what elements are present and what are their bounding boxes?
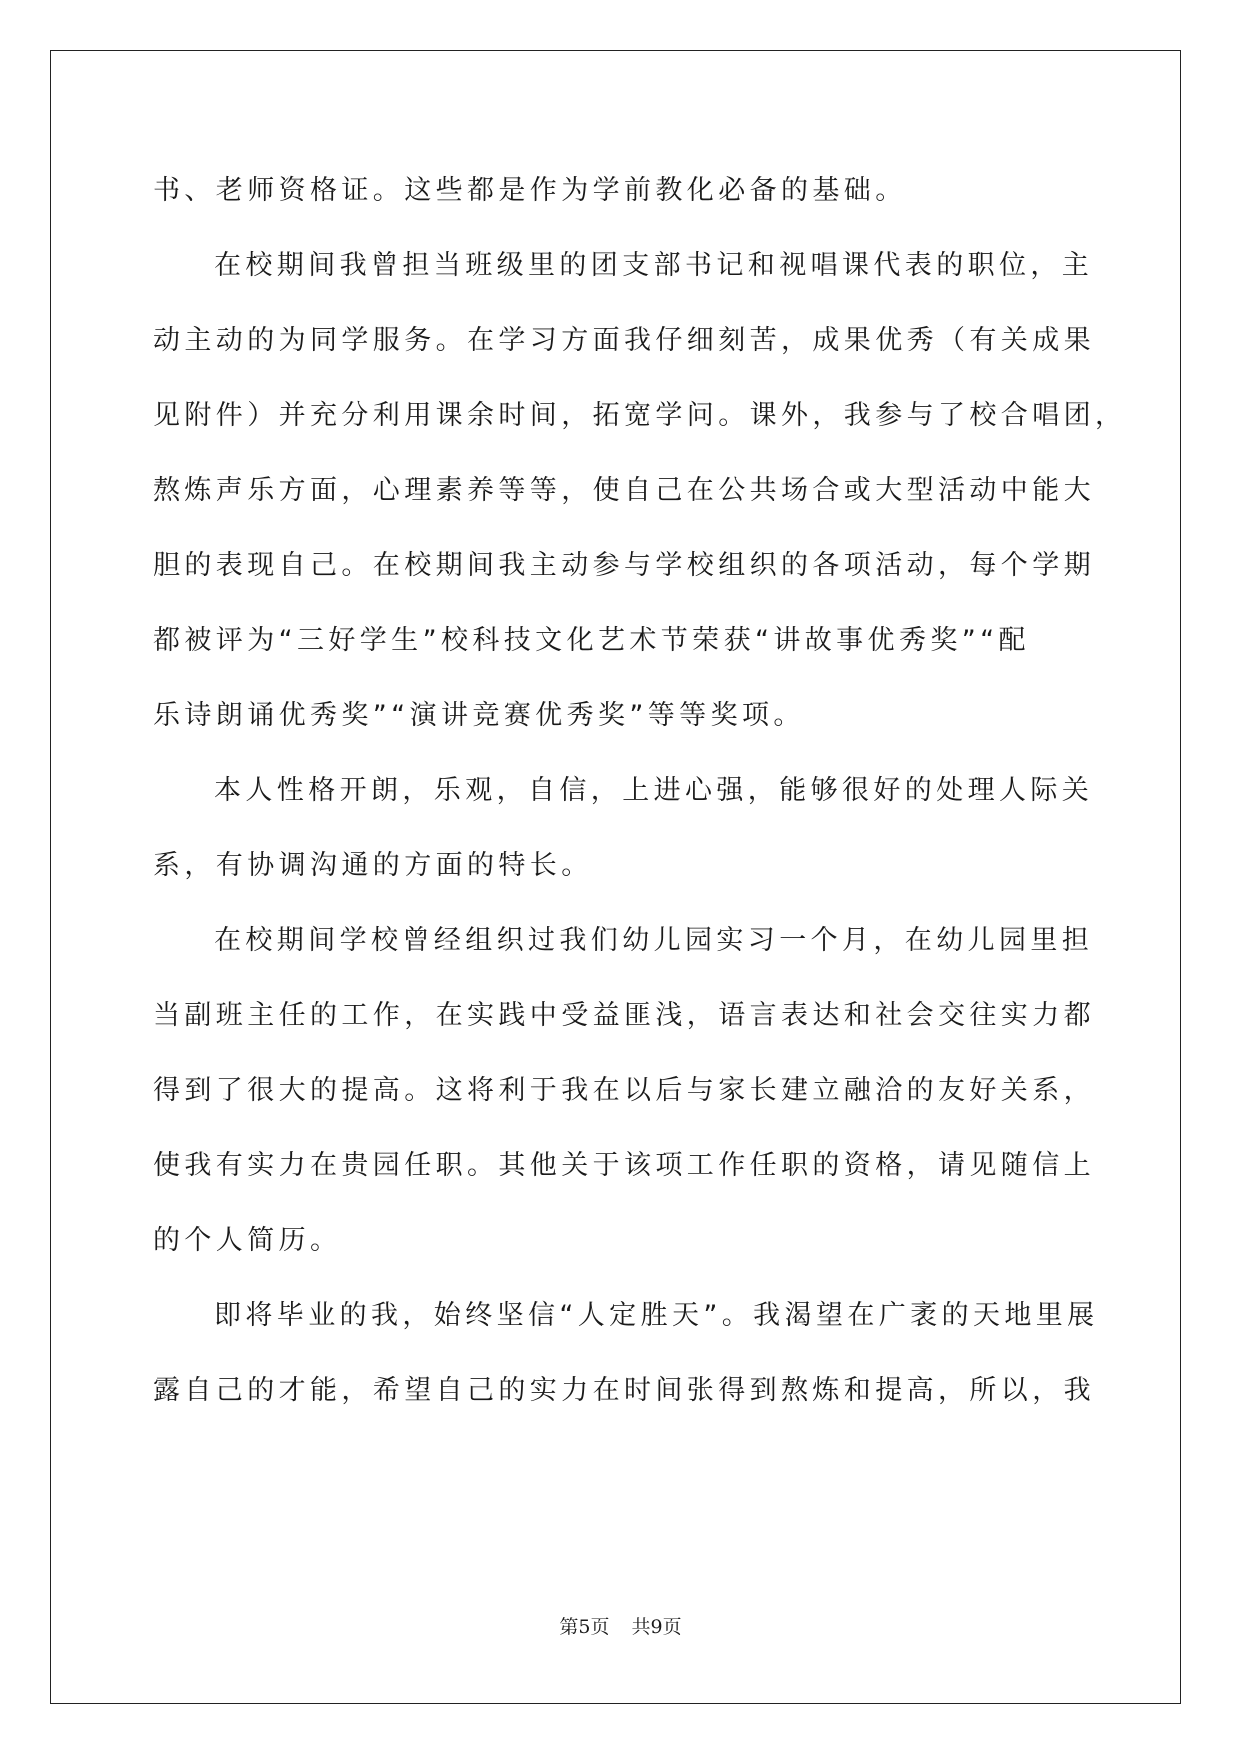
text-line: 胆的表现自己。在校期间我主动参与学校组织的各项活动，每个学期 (153, 550, 1095, 581)
page-number-total: 共9页 (631, 1616, 682, 1638)
page-number-current: 第5页 (559, 1616, 610, 1638)
page-footer (0, 1615, 1241, 1639)
text-line: 使我有实力在贵园任职。其他关于该项工作任职的资格，请见随信上 (153, 1150, 1095, 1181)
text-line: 得到了很大的提高。这将利于我在以后与家长建立融洽的友好关系， (153, 1075, 1095, 1106)
text-line: 当副班主任的工作，在实践中受益匪浅，语言表达和社会交往实力都 (153, 1000, 1095, 1031)
text-line: 系，有协调沟通的方面的特长。 (153, 850, 593, 881)
text-line: 在校期间学校曾经组织过我们幼儿园实习一个月，在幼儿园里担 (214, 925, 1094, 956)
text-line: 在校期间我曾担当班级里的团支部书记和视唱课代表的职位，主 (214, 250, 1094, 281)
text-line: 本人性格开朗，乐观，自信，上进心强，能够很好的处理人际关 (214, 775, 1094, 806)
text-line: 露自己的才能，希望自己的实力在时间张得到熬炼和提高，所以，我 (153, 1375, 1095, 1406)
text-line: 见附件）并充分利用课余时间，拓宽学问。课外，我参与了校合唱团， (153, 400, 1127, 431)
text-line: 动主动的为同学服务。在学习方面我仔细刻苦，成果优秀（有关成果 (153, 325, 1095, 356)
text-line: 熬炼声乐方面，心理素养等等，使自己在公共场合或大型活动中能大 (153, 475, 1095, 506)
text-line: 书、老师资格证。这些都是作为学前教化必备的基础。 (153, 175, 907, 206)
text-line: 的个人简历。 (153, 1225, 342, 1256)
text-line: 即将毕业的我，始终坚信“人定胜天”。我渴望在广袤的天地里展 (214, 1300, 1099, 1331)
text-line: 都被评为“三好学生”校科技文化艺术节荣获“讲故事优秀奖”“配 (153, 625, 1030, 656)
text-line: 乐诗朗诵优秀奖”“演讲竞赛优秀奖”等等奖项。 (153, 700, 805, 731)
